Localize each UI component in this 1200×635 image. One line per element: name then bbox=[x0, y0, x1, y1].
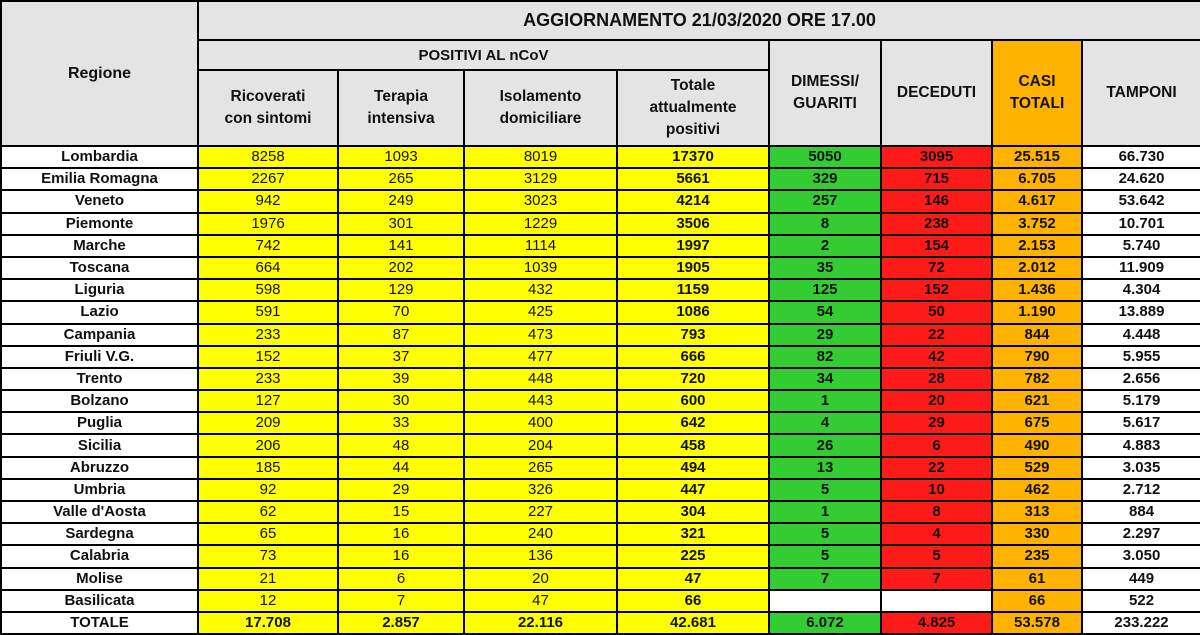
header-terapia-line1: Terapia bbox=[374, 88, 428, 105]
data-cell: 7 bbox=[769, 568, 881, 590]
data-cell: 443 bbox=[464, 390, 617, 412]
data-cell: 313 bbox=[992, 501, 1082, 523]
data-cell: 742 bbox=[198, 235, 338, 257]
data-cell: 30 bbox=[338, 390, 464, 412]
data-cell: 34 bbox=[769, 368, 881, 390]
table-row bbox=[1, 279, 1200, 301]
data-cell: 1976 bbox=[198, 213, 338, 235]
table-row bbox=[1, 213, 1200, 235]
region-name-cell: Trento bbox=[1, 368, 198, 390]
data-cell: 782 bbox=[992, 368, 1082, 390]
data-cell: 3095 bbox=[881, 146, 992, 168]
data-cell: 235 bbox=[992, 545, 1082, 567]
region-name-cell: Piemonte bbox=[1, 213, 198, 235]
data-cell: 21 bbox=[198, 568, 338, 590]
table-row bbox=[1, 368, 1200, 390]
data-cell: 400 bbox=[464, 412, 617, 434]
data-cell: 11.909 bbox=[1082, 257, 1200, 279]
data-cell: 265 bbox=[464, 457, 617, 479]
header-dimessi-line1: DIMESSI/ bbox=[790, 73, 860, 90]
data-cell: 249 bbox=[338, 190, 464, 212]
data-cell: 4.304 bbox=[1082, 279, 1200, 301]
data-cell: 12 bbox=[198, 590, 338, 612]
data-cell: 225 bbox=[617, 545, 769, 567]
data-cell: 42 bbox=[881, 346, 992, 368]
data-cell: 136 bbox=[464, 545, 617, 567]
data-cell: 1 bbox=[769, 501, 881, 523]
data-cell: 265 bbox=[338, 168, 464, 190]
data-cell: 22 bbox=[881, 324, 992, 346]
table-row bbox=[1, 346, 1200, 368]
data-cell: 39 bbox=[338, 368, 464, 390]
data-cell: 884 bbox=[1082, 501, 1200, 523]
data-cell: 3.035 bbox=[1082, 457, 1200, 479]
data-cell: 227 bbox=[464, 501, 617, 523]
table-row bbox=[1, 257, 1200, 279]
data-cell: 4.883 bbox=[1082, 434, 1200, 456]
region-name-cell: Toscana bbox=[1, 257, 198, 279]
data-cell: 54 bbox=[769, 301, 881, 323]
total-label-cell: TOTALE bbox=[1, 612, 198, 634]
region-name-cell: Basilicata bbox=[1, 590, 198, 612]
data-cell: 448 bbox=[464, 368, 617, 390]
header-totale-line2: attualmente bbox=[649, 99, 737, 116]
header-casi-line1: CASI bbox=[1018, 73, 1056, 90]
data-cell: 5661 bbox=[617, 168, 769, 190]
data-cell: 793 bbox=[617, 324, 769, 346]
total-cell: 4.825 bbox=[881, 612, 992, 634]
data-cell: 4 bbox=[881, 523, 992, 545]
data-cell: 22 bbox=[881, 457, 992, 479]
region-name-cell: Bolzano bbox=[1, 390, 198, 412]
data-cell: 1159 bbox=[617, 279, 769, 301]
region-name-cell: Sicilia bbox=[1, 434, 198, 456]
table-row bbox=[1, 168, 1200, 190]
data-cell: 8258 bbox=[198, 146, 338, 168]
data-cell: 127 bbox=[198, 390, 338, 412]
data-cell: 129 bbox=[338, 279, 464, 301]
data-cell: 5 bbox=[769, 545, 881, 567]
data-cell: 87 bbox=[338, 324, 464, 346]
header-dimessi bbox=[769, 40, 881, 146]
data-cell: 5.179 bbox=[1082, 390, 1200, 412]
data-cell: 48 bbox=[338, 434, 464, 456]
total-cell: 17.708 bbox=[198, 612, 338, 634]
data-cell: 33 bbox=[338, 412, 464, 434]
header-casi-line2: TOTALI bbox=[1009, 95, 1065, 112]
data-cell: 591 bbox=[198, 301, 338, 323]
data-cell: 66 bbox=[992, 590, 1082, 612]
data-cell: 522 bbox=[1082, 590, 1200, 612]
data-cell: 16 bbox=[338, 545, 464, 567]
table-row bbox=[1, 235, 1200, 257]
region-name-cell: Sardegna bbox=[1, 523, 198, 545]
data-cell: 621 bbox=[992, 390, 1082, 412]
region-name-cell: Lombardia bbox=[1, 146, 198, 168]
data-cell: 206 bbox=[198, 434, 338, 456]
header-regione: Regione bbox=[1, 1, 198, 146]
data-cell: 13 bbox=[769, 457, 881, 479]
data-cell: 304 bbox=[617, 501, 769, 523]
region-name-cell: Valle d'Aosta bbox=[1, 501, 198, 523]
total-cell: 53.578 bbox=[992, 612, 1082, 634]
region-name-cell: Marche bbox=[1, 235, 198, 257]
table-row bbox=[1, 146, 1200, 168]
table-row bbox=[1, 190, 1200, 212]
total-cell: 6.072 bbox=[769, 612, 881, 634]
data-cell: 494 bbox=[617, 457, 769, 479]
header-totale-line1: Totale bbox=[670, 77, 716, 94]
table-row bbox=[1, 590, 1200, 612]
data-cell: 233 bbox=[198, 368, 338, 390]
data-cell: 24.620 bbox=[1082, 168, 1200, 190]
data-cell: 15 bbox=[338, 501, 464, 523]
data-cell: 3023 bbox=[464, 190, 617, 212]
header-totale-positivi bbox=[617, 70, 769, 146]
table-row bbox=[1, 479, 1200, 501]
data-cell: 329 bbox=[769, 168, 881, 190]
data-cell: 1 bbox=[769, 390, 881, 412]
data-cell: 490 bbox=[992, 434, 1082, 456]
table-row bbox=[1, 545, 1200, 567]
data-cell: 16 bbox=[338, 523, 464, 545]
data-cell: 20 bbox=[881, 390, 992, 412]
data-cell: 8 bbox=[881, 501, 992, 523]
data-cell: 2.297 bbox=[1082, 523, 1200, 545]
data-cell bbox=[769, 590, 881, 612]
data-cell: 5 bbox=[881, 545, 992, 567]
data-cell: 8019 bbox=[464, 146, 617, 168]
table-body bbox=[1, 146, 1200, 634]
header-isolamento-line2: domiciliare bbox=[499, 110, 582, 127]
data-cell: 6.705 bbox=[992, 168, 1082, 190]
data-cell bbox=[881, 590, 992, 612]
table-row bbox=[1, 501, 1200, 523]
data-cell: 2.712 bbox=[1082, 479, 1200, 501]
header-positivi-group: POSITIVI AL nCoV bbox=[198, 40, 769, 70]
data-cell: 1.190 bbox=[992, 301, 1082, 323]
data-cell: 4.617 bbox=[992, 190, 1082, 212]
data-cell: 600 bbox=[617, 390, 769, 412]
total-cell: 233.222 bbox=[1082, 612, 1200, 634]
data-cell: 204 bbox=[464, 434, 617, 456]
total-cell: 22.116 bbox=[464, 612, 617, 634]
data-cell: 13.889 bbox=[1082, 301, 1200, 323]
data-cell: 1114 bbox=[464, 235, 617, 257]
data-cell: 141 bbox=[338, 235, 464, 257]
data-cell: 5.955 bbox=[1082, 346, 1200, 368]
header-ricoverati bbox=[198, 70, 338, 146]
table-row bbox=[1, 434, 1200, 456]
table-row bbox=[1, 568, 1200, 590]
data-cell: 5050 bbox=[769, 146, 881, 168]
table-row bbox=[1, 390, 1200, 412]
data-cell: 28 bbox=[881, 368, 992, 390]
data-cell: 47 bbox=[617, 568, 769, 590]
header-isolamento-line1: Isolamento bbox=[499, 88, 582, 105]
data-cell: 4 bbox=[769, 412, 881, 434]
data-cell: 233 bbox=[198, 324, 338, 346]
data-cell: 185 bbox=[198, 457, 338, 479]
data-cell: 47 bbox=[464, 590, 617, 612]
total-cell: 42.681 bbox=[617, 612, 769, 634]
region-name-cell: Emilia Romagna bbox=[1, 168, 198, 190]
region-name-cell: Liguria bbox=[1, 279, 198, 301]
data-cell: 844 bbox=[992, 324, 1082, 346]
data-cell: 35 bbox=[769, 257, 881, 279]
region-name-cell: Lazio bbox=[1, 301, 198, 323]
table-row bbox=[1, 301, 1200, 323]
data-cell: 1039 bbox=[464, 257, 617, 279]
region-name-cell: Puglia bbox=[1, 412, 198, 434]
total-cell: 2.857 bbox=[338, 612, 464, 634]
data-cell: 240 bbox=[464, 523, 617, 545]
header-dimessi-line2: GUARITI bbox=[793, 95, 857, 112]
data-cell: 1086 bbox=[617, 301, 769, 323]
data-cell: 942 bbox=[198, 190, 338, 212]
data-cell: 66 bbox=[617, 590, 769, 612]
data-cell: 2.153 bbox=[992, 235, 1082, 257]
data-cell: 720 bbox=[617, 368, 769, 390]
header-tamponi: TAMPONI bbox=[1082, 40, 1200, 146]
data-cell: 2.012 bbox=[992, 257, 1082, 279]
data-cell: 29 bbox=[338, 479, 464, 501]
data-cell: 125 bbox=[769, 279, 881, 301]
data-cell: 5 bbox=[769, 523, 881, 545]
data-cell: 7 bbox=[338, 590, 464, 612]
data-cell: 1997 bbox=[617, 235, 769, 257]
data-cell: 62 bbox=[198, 501, 338, 523]
data-cell: 73 bbox=[198, 545, 338, 567]
data-cell: 53.642 bbox=[1082, 190, 1200, 212]
data-cell: 72 bbox=[881, 257, 992, 279]
data-cell: 425 bbox=[464, 301, 617, 323]
data-cell: 3.050 bbox=[1082, 545, 1200, 567]
data-cell: 37 bbox=[338, 346, 464, 368]
region-name-cell: Abruzzo bbox=[1, 457, 198, 479]
data-cell: 61 bbox=[992, 568, 1082, 590]
region-name-cell: Calabria bbox=[1, 545, 198, 567]
data-cell: 5 bbox=[769, 479, 881, 501]
data-cell: 598 bbox=[198, 279, 338, 301]
data-cell: 238 bbox=[881, 213, 992, 235]
data-cell: 447 bbox=[617, 479, 769, 501]
data-cell: 17370 bbox=[617, 146, 769, 168]
data-cell: 5.617 bbox=[1082, 412, 1200, 434]
data-cell: 152 bbox=[198, 346, 338, 368]
data-cell: 664 bbox=[198, 257, 338, 279]
data-cell: 209 bbox=[198, 412, 338, 434]
data-cell: 44 bbox=[338, 457, 464, 479]
data-cell: 152 bbox=[881, 279, 992, 301]
data-cell: 65 bbox=[198, 523, 338, 545]
data-cell: 5.740 bbox=[1082, 235, 1200, 257]
data-cell: 473 bbox=[464, 324, 617, 346]
header-totale-line3: positivi bbox=[665, 121, 721, 138]
data-cell: 7 bbox=[881, 568, 992, 590]
data-cell: 257 bbox=[769, 190, 881, 212]
header-terapia bbox=[338, 70, 464, 146]
data-cell: 10.701 bbox=[1082, 213, 1200, 235]
data-cell: 6 bbox=[881, 434, 992, 456]
data-cell: 2 bbox=[769, 235, 881, 257]
region-name-cell: Umbria bbox=[1, 479, 198, 501]
data-cell: 4.448 bbox=[1082, 324, 1200, 346]
data-cell: 50 bbox=[881, 301, 992, 323]
data-cell: 29 bbox=[881, 412, 992, 434]
data-cell: 449 bbox=[1082, 568, 1200, 590]
data-cell: 29 bbox=[769, 324, 881, 346]
data-cell: 675 bbox=[992, 412, 1082, 434]
data-cell: 321 bbox=[617, 523, 769, 545]
data-cell: 8 bbox=[769, 213, 881, 235]
header-ricoverati-line1: Ricoverati bbox=[230, 88, 306, 105]
data-cell: 10 bbox=[881, 479, 992, 501]
data-cell: 432 bbox=[464, 279, 617, 301]
data-cell: 326 bbox=[464, 479, 617, 501]
data-cell: 154 bbox=[881, 235, 992, 257]
data-cell: 66.730 bbox=[1082, 146, 1200, 168]
table-row bbox=[1, 457, 1200, 479]
data-cell: 1905 bbox=[617, 257, 769, 279]
table-row bbox=[1, 523, 1200, 545]
region-name-cell: Friuli V.G. bbox=[1, 346, 198, 368]
data-cell: 301 bbox=[338, 213, 464, 235]
data-cell: 529 bbox=[992, 457, 1082, 479]
data-cell: 82 bbox=[769, 346, 881, 368]
table-row bbox=[1, 324, 1200, 346]
data-cell: 146 bbox=[881, 190, 992, 212]
data-cell: 330 bbox=[992, 523, 1082, 545]
data-cell: 70 bbox=[338, 301, 464, 323]
data-cell: 2.656 bbox=[1082, 368, 1200, 390]
region-name-cell: Molise bbox=[1, 568, 198, 590]
header-terapia-line2: intensiva bbox=[367, 110, 435, 127]
data-cell: 790 bbox=[992, 346, 1082, 368]
data-cell: 715 bbox=[881, 168, 992, 190]
data-cell: 642 bbox=[617, 412, 769, 434]
data-cell: 462 bbox=[992, 479, 1082, 501]
data-cell: 25.515 bbox=[992, 146, 1082, 168]
data-cell: 1093 bbox=[338, 146, 464, 168]
data-cell: 477 bbox=[464, 346, 617, 368]
data-cell: 666 bbox=[617, 346, 769, 368]
data-cell: 2267 bbox=[198, 168, 338, 190]
header-isolamento bbox=[464, 70, 617, 146]
total-row bbox=[1, 612, 1200, 634]
region-name-cell: Campania bbox=[1, 324, 198, 346]
header-ricoverati-line2: con sintomi bbox=[224, 110, 312, 127]
header-deceduti: DECEDUTI bbox=[881, 40, 992, 146]
table-row bbox=[1, 412, 1200, 434]
data-cell: 6 bbox=[338, 568, 464, 590]
data-cell: 3129 bbox=[464, 168, 617, 190]
data-cell: 202 bbox=[338, 257, 464, 279]
data-cell: 26 bbox=[769, 434, 881, 456]
data-cell: 3506 bbox=[617, 213, 769, 235]
data-cell: 92 bbox=[198, 479, 338, 501]
data-cell: 1.436 bbox=[992, 279, 1082, 301]
data-cell: 3.752 bbox=[992, 213, 1082, 235]
data-cell: 1229 bbox=[464, 213, 617, 235]
data-cell: 458 bbox=[617, 434, 769, 456]
table-title: AGGIORNAMENTO 21/03/2020 ORE 17.00 bbox=[198, 1, 1200, 40]
region-name-cell: Veneto bbox=[1, 190, 198, 212]
data-cell: 20 bbox=[464, 568, 617, 590]
header-casi-totali bbox=[992, 40, 1082, 146]
data-cell: 4214 bbox=[617, 190, 769, 212]
